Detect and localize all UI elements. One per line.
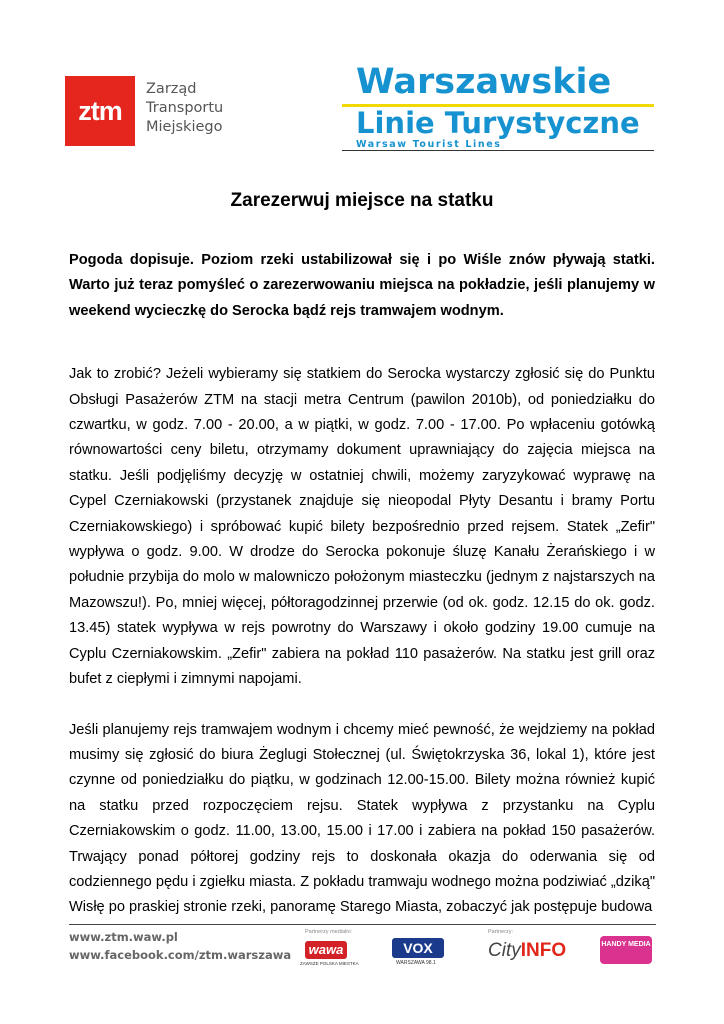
cityinfo-logo-a: City	[488, 940, 521, 961]
ztm-name-line: Zarząd	[146, 81, 197, 97]
page-title: Zarezerwuj miejsce na statku	[230, 190, 494, 211]
paragraph: Jeśli planujemy rejs tramwajem wodnym i chcemy mieć pewność, że wejdziemy na pokład musimy się zgłosić do biura Żeglugi Stołecznej (ul. Świętokrzyska 36, lokal 1), które jest czynne od poniedziałku do piątku, w godzinach 12.00-15.00. Bilety można również kupić na statku przed rozpoczęciem rejsu. Statek wypływa z przystanku na Cyplu Czerniakowskim o godz. 11.00, 13.00, 15.00 i 17.00 i zabiera na pokład 150 pasażerów. Trwający ponad półtorej godziny rejs to doskonała okazja do oderwania się od codziennego pędu i zgiełku miasta. Z pokładu tramwaju wodnego można podziwiać „dziką" Wisłę po praskiej stronie rzeki, panoramę Starego Miasta, zobaczyć jak postępuje budowa	[69, 721, 656, 916]
wlt-logo-english: Warsaw Tourist Lines	[356, 139, 502, 150]
ztm-name-line: Transportu	[146, 100, 224, 116]
ztm-name	[146, 80, 266, 137]
cityinfo-logo	[488, 940, 566, 962]
header-divider	[342, 150, 654, 151]
footer-links	[69, 928, 291, 964]
vox-logo-caption: WARSZAWA 98.1	[396, 960, 436, 966]
wlt-logo-subtitle: Linie Turystyczne	[356, 106, 640, 140]
ztm-logo-text: ztm	[78, 95, 122, 126]
vox-logo: VOX	[392, 938, 444, 958]
paragraph: Jak to zrobić? Jeżeli wybieramy się statkiem do Serocka wystarczy zgłosić się do Punktu Obsługi Pasażerów ZTM na stacji metra Centrum (pawilon 2010b), od poniedziałku do czwartku, w godz. 7.00 - 20.00, a w piątki, w godz. 7.00 - 17.00. Po wpłaceniu gotówką równowartości ceny biletu, otrzymamy dokument uprawniający do zajęcia miejsca na statku. Jeśli podjęliśmy decyzję w ostatniej chwili, możemy zaryzykować wyprawę na Cypel Czerniakowski (przystanek znajduje się nieopodal Płyty Desantu i bramy Portu Czerniakowskiego) i spróbować kupić bilety bezpośrednio przed rejsem. Statek „Zefir" wypływa o godz. 9.00. W drodze do Serocka pokonuje śluzę Kanału Żerańskiego i w południe przybija do molo w malowniczo położonym miasteczku (jednym z najstarszych na Mazowszu!). Po, mniej więcej, półtoragodzinnej przerwie (od ok. godz. 12.15 do ok. godz. 13.45) statek wypływa w rejs powrotny do Warszawy i około godziny 19.00 cumuje na Cyplu Czerniakowskim. „Zefir" zabiera na pokład 110 pasażerów. Na statku jest grill oraz bufet z ciepłymi i zimnymi napojami.	[69, 366, 655, 688]
facebook-link[interactable]: www.facebook.com/ztm.warszawa	[69, 948, 292, 962]
page-header	[0, 0, 724, 160]
handy-media-logo: HANDY MEDIA	[600, 936, 652, 964]
footer-divider	[69, 924, 656, 925]
ztm-name-line: Miejskiego	[146, 119, 223, 135]
lead-paragraph: Pogoda dopisuje. Poziom rzeki ustabilizował się i po Wiśle znów pływają statki. Warto już teraz pomyśleć o zarezerwowaniu miejsca na pokładzie, jeśli planujemy w weekend wycieczkę do Serocka bądź rejs tramwajem wodnym.	[69, 252, 655, 319]
wawa-logo-caption: ZAWSZE POLSKA MIESTKA	[300, 961, 359, 966]
article-body	[69, 248, 655, 921]
website-link[interactable]: www.ztm.waw.pl	[69, 930, 178, 944]
wawa-logo: wawa	[305, 941, 347, 959]
ztm-logo	[65, 76, 135, 146]
cityinfo-logo-b: INFO	[520, 940, 567, 961]
media-partners-label: Partnerzy medialni:	[305, 929, 353, 935]
wlt-logo-title: Warszawskie	[356, 62, 612, 102]
partners-label: Partnerzy:	[488, 929, 514, 935]
